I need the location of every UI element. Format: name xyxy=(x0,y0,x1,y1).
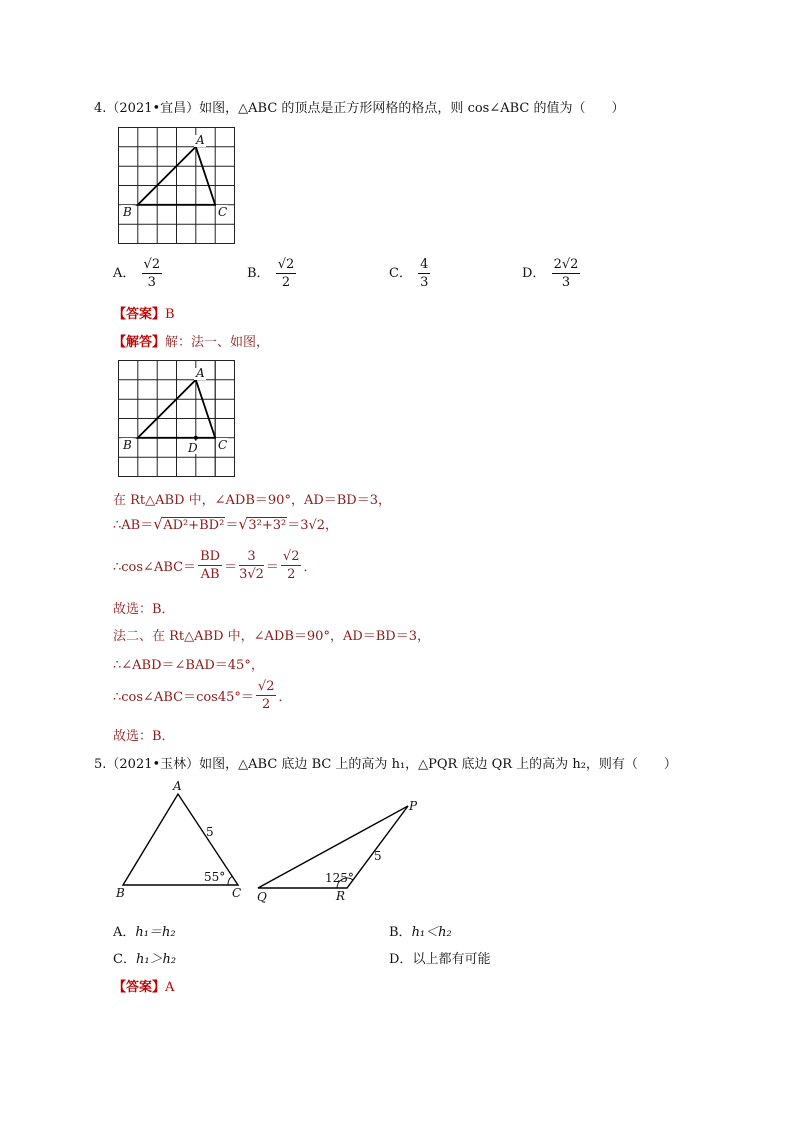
q5-option-c[interactable]: C．h₁＞h₂ xyxy=(113,952,177,967)
svg-text:C: C xyxy=(232,886,242,900)
svg-text:A: A xyxy=(196,366,205,380)
q4-step-5: 法二、在 Rt△ABD 中，∠ADB＝90°，AD＝BD＝3， xyxy=(113,629,430,644)
answer-value: A xyxy=(165,980,175,995)
svg-text:B: B xyxy=(116,886,125,900)
q5-option-a[interactable]: A．h₁＝h₂ xyxy=(113,925,176,940)
q4-solution-intro: 【解答】解：法一、如图， xyxy=(113,335,270,350)
svg-text:Q: Q xyxy=(257,890,267,904)
q4-option-b[interactable]: B． $\frac{√2}{2}$ xyxy=(247,257,295,290)
q4-step-7: ∴cos∠ABC＝cos45°＝ $\frac{√2}{2}$ ． xyxy=(113,679,292,712)
q5-header xyxy=(94,753,677,772)
q4-source: （2021•宜昌） xyxy=(106,101,200,116)
svg-text:A: A xyxy=(173,779,182,793)
answer-tag: 【答案】 xyxy=(113,980,166,995)
q4-point-d xyxy=(194,436,198,440)
svg-text:B: B xyxy=(123,438,132,452)
answer-value: B xyxy=(165,307,175,322)
q4-step-2: ∴AB＝ √ AD²+BD²＝ √ 3²+3²＝3√2， xyxy=(113,515,339,533)
q4-solution-figure xyxy=(118,360,236,478)
q5-source: （2021•玉林） xyxy=(106,757,200,772)
q4-label-c: C xyxy=(218,205,228,219)
svg-text:R: R xyxy=(336,889,346,903)
q4-option-a[interactable]: A． $\frac{√2}{3}$ xyxy=(113,257,161,290)
q4-label-b: B xyxy=(123,205,132,219)
svg-text:5: 5 xyxy=(374,849,382,863)
q5-stem: 如图，△ABC 底边 BC 上的高为 h₁，△PQR 底边 QR 上的高为 h₂，则有（ ） xyxy=(199,757,677,772)
svg-text:C: C xyxy=(218,438,228,452)
q5-option-d[interactable]: D．以上都有可能 xyxy=(389,952,491,967)
q5-answer xyxy=(113,976,174,995)
q4-step-8: 故选：B． xyxy=(113,729,175,744)
q4-option-d[interactable]: D． $\frac{2√2}{3}$ xyxy=(522,257,579,290)
q4-stem: 如图，△ABC 的顶点是正方形网格的格点，则 cos∠ABC 的值为（ ） xyxy=(199,101,625,116)
q5-triangles-figure xyxy=(110,778,440,906)
svg-text:125°: 125° xyxy=(325,871,354,885)
q5-angle-c-arc xyxy=(228,876,233,885)
q5-number: 5. xyxy=(94,757,107,772)
answer-tag: 【答案】 xyxy=(113,307,166,322)
q4-grid-figure xyxy=(118,127,236,245)
q4-header xyxy=(94,97,625,116)
q4-option-c[interactable]: C． $\frac{4}{3}$ xyxy=(389,257,429,290)
svg-text:55°: 55° xyxy=(204,870,226,884)
q4-answer xyxy=(113,303,175,322)
q4-step-4: 故选：B． xyxy=(113,602,175,617)
svg-text:D: D xyxy=(188,441,198,455)
svg-text:5: 5 xyxy=(206,825,214,839)
svg-text:P: P xyxy=(409,799,418,813)
q4-step-6: ∴∠ABD＝∠BAD＝45°， xyxy=(113,658,264,673)
q4-step-3: ∴cos∠ABC＝ $\frac{BD}{AB}$ ＝ $\frac{3}{3√2}$ ＝ $\frac{√2}{2}$ ． xyxy=(113,549,317,582)
q4-step-1: 在 Rt△ABD 中，∠ADB＝90°，AD＝BD＝3， xyxy=(113,493,391,508)
q4-number: 4. xyxy=(94,101,107,116)
q4-label-a: A xyxy=(196,133,205,147)
q5-option-b[interactable]: B．h₁＜h₂ xyxy=(389,925,452,940)
solution-tag: 【解答】 xyxy=(113,335,166,350)
